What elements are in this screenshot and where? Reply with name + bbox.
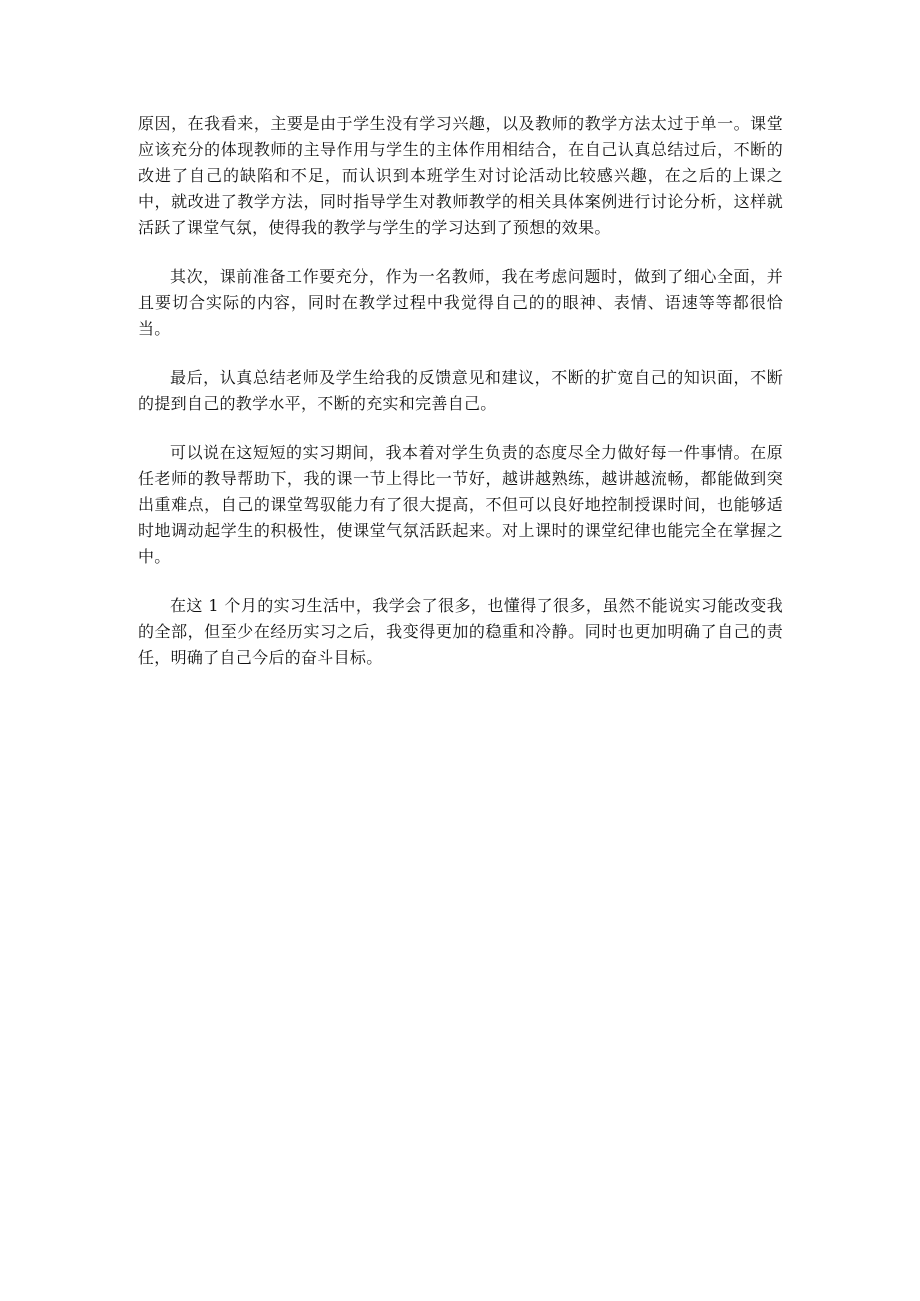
paragraph-3: 最后，认真总结老师及学生给我的反馈意见和建议，不断的扩宽自己的知识面，不断的提到自己的教学水平，不断的充实和完善自己。: [138, 368, 783, 413]
paragraph-5: 在这 1 个月的实习生活中，我学会了很多，也懂得了很多，虽然不能说实习能改变我的全部，但至少在经历实习之后，我变得更加的稳重和冷静。同时也更加明确了自己的责任，明确了自己今后的奋斗目标。: [138, 596, 783, 667]
paragraph-2: 其次，课前准备工作要充分，作为一名教师，我在考虑问题时，做到了细心全面，并且要切合实际的内容，同时在教学过程中我觉得自己的的眼神、表情、语速等等都很恰当。: [138, 267, 783, 338]
paragraph-4: 可以说在这短短的实习期间，我本着对学生负责的态度尽全力做好每一件事情。在原任老师的教导帮助下，我的课一节上得比一节好，越讲越熟练，越讲越流畅，都能做到突出重难点，自己的课堂驾驭能力有了很大提高，不但可以良好地控制授课时间，也能够适时地调动起学生的积极性，使课堂气氛活跃起来。对上课时的课堂纪律也能完全在掌握之中。: [138, 443, 783, 566]
paragraph-1: 原因，在我看来，主要是由于学生没有学习兴趣，以及教师的教学方法太过于单一。课堂应该充分的体现教师的主导作用与学生的主体作用相结合，在自己认真总结过后，不断的改进了自己的缺陷和不足，而认识到本班学生对讨论活动比较感兴趣，在之后的上课之中，就改进了教学方法，同时指导学生对教师教学的相关具体案例进行讨论分析，这样就活跃了课堂气氛，使得我的教学与学生的学习达到了预想的效果。: [138, 114, 783, 237]
document-body: [138, 111, 783, 694]
